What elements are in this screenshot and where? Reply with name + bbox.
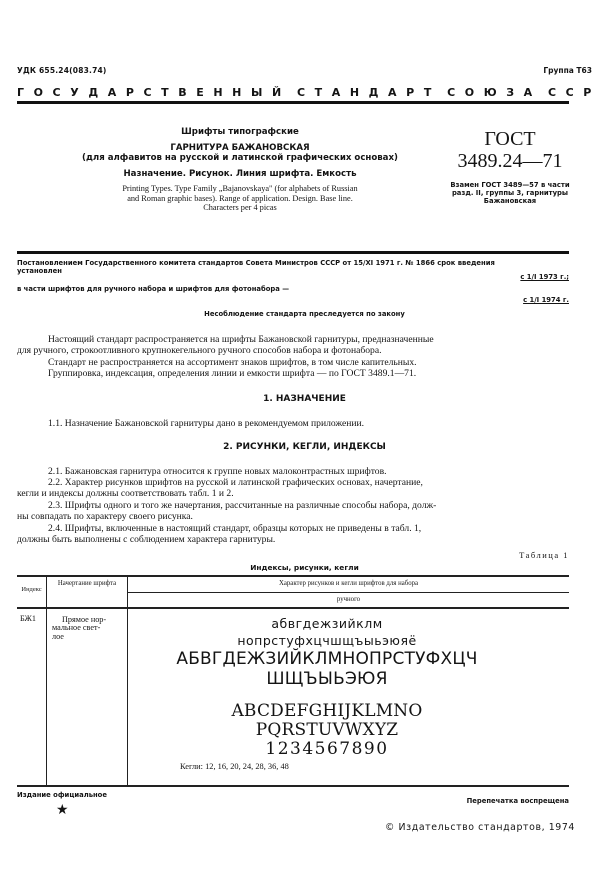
clause-2-3 (17, 500, 569, 522)
banner-word-1: ГОСУДАРСТВЕННЫЙ (17, 86, 291, 99)
intro-p1-line-1: Настоящий стандарт распространяется на шрифты Бажановской гарнитуры, предназначенные (48, 334, 434, 345)
banner-rule (17, 101, 569, 104)
specimen-cyr-lower-2: нопрстуфхцчшщъыьэюяё (237, 633, 417, 648)
enforcement-notice: Несоблюдение стандарта преследуется по закону (204, 310, 405, 318)
intro-p1-line-2: для ручного, строкоотливного крупнокегельного ручного способов набора и фотонабора. (17, 345, 382, 357)
banner-word-3: СОЮЗА (447, 86, 542, 99)
udk-code: УДК 655.24(083.74) (17, 66, 107, 75)
clause-2-2-line-2: кегли и индексы должны соответствовать табл. 1 и 2. (17, 488, 234, 500)
star-icon: ★ (56, 802, 69, 818)
table-title: Индексы, рисунки, кегли (250, 563, 359, 572)
clause-2-2-line-1: 2.2. Характер рисунков шрифтов на русской и латинской графических основах, начертание, (48, 477, 423, 488)
table-cell-index: БЖ1 (20, 614, 36, 623)
table-header-manual: ручного (336, 596, 361, 603)
font-specimen-cyrillic (127, 615, 527, 689)
clause-2-4 (17, 523, 569, 545)
title-line-4: Назначение. Рисунок. Линия шрифта. Емкость (123, 169, 357, 179)
section-1-heading: 1. НАЗНАЧЕНИЕ (263, 394, 346, 404)
title-rule (17, 251, 569, 254)
english-title-1: Printing Types. Type Family „Bajanovskaya" (for alphabets of Russian (122, 184, 358, 193)
title-line-3: (для алфавитов на русской и латинской графических основах) (82, 153, 398, 163)
table-header-index: Индекс (21, 586, 42, 593)
table-header-divider (127, 592, 569, 593)
style-line-3: лое (52, 631, 64, 641)
specimen-cyr-upper-2: ШЩЪЫЬЭЮЯ (266, 669, 388, 689)
gost-replaces-1: Взамен ГОСТ 3489—57 в части (450, 181, 570, 189)
specimen-digits: 1234567890 (265, 739, 389, 759)
table-header-style: Начертание шрифта (57, 580, 117, 587)
table-caption: Таблица 1 (519, 550, 569, 560)
table-cell-style (52, 616, 124, 641)
decree-date-1: с 1/I 1973 г.; (520, 273, 569, 281)
decree-text (17, 259, 569, 275)
intro-paragraph-1 (17, 334, 569, 356)
table-header-character: Характер рисунков и кегли шрифтов для набора (278, 580, 419, 587)
section-1-paragraph: 1.1. Назначение Бажановской гарнитуры дано в рекомендуемом приложении. (48, 418, 365, 429)
clause-2-2 (17, 477, 569, 499)
english-title-2: and Roman graphic bases). Range of application. Design. Base line. (127, 193, 353, 203)
table-cell-sizes: Кегли: 12, 16, 20, 24, 28, 36, 48 (180, 762, 289, 771)
table-top-border (17, 575, 569, 577)
copyright-notice: © Издательство стандартов, 1974 (385, 822, 575, 833)
table-bottom-border (17, 785, 569, 787)
section-2-heading: 2. РИСУНКИ, КЕГЛИ, ИНДЕКСЫ (223, 442, 386, 452)
title-block (70, 127, 410, 213)
gost-replaces-2: разд. II, группы 3, гарнитуры (451, 189, 569, 198)
gost-block (420, 128, 600, 206)
specimen-lat-upper-2: PQRSTUVWXYZ (255, 720, 399, 740)
table-column-divider-1 (46, 576, 47, 786)
group-code: Группа Т63 (543, 66, 592, 75)
decree-line-2: установлен (17, 267, 62, 275)
title-line-2: ГАРНИТУРА БАЖАНОВСКАЯ (170, 143, 310, 153)
specimen-cyr-lower-1: абвгдежзийклм (271, 616, 383, 631)
gost-replaces-3: Бажановская (483, 197, 537, 206)
intro-paragraph-3: Группировка, индексация, определения линии и емкости шрифта — по ГОСТ 3489.1—71. (48, 368, 417, 379)
banner-word-2: СТАНДАРТ (296, 86, 441, 99)
gost-replaces (420, 181, 600, 206)
intro-paragraph-2: Стандарт не распространяется на ассортимент знаков шрифтов, в том числе капительных. (48, 357, 417, 368)
clause-2-1: 2.1. Бажановская гарнитура относится к группе новых малоконтрастных шрифтов. (48, 466, 387, 477)
title-line-1: Шрифты типографские (181, 127, 299, 137)
banner-word-4: ССР (547, 86, 601, 99)
english-title (70, 184, 410, 213)
clause-2-3-line-1: 2.3. Шрифты одного и того же начертания, рассчитанные на различные способы набора, долж- (48, 500, 437, 511)
style-line-2: мальное свет- (52, 623, 101, 633)
state-standard-banner (17, 86, 601, 99)
decree-line-1: Постановлением Государственного комитета стандартов Совета Министров СССР от 15/XI 1971 г. № 1866 срок введения (17, 259, 495, 267)
official-edition-label: Издание официальное (17, 791, 107, 799)
gost-title: ГОСТ (484, 128, 536, 150)
gost-number: 3489.24—71 (457, 150, 563, 172)
table-header-bottom-border (17, 607, 569, 609)
specimen-lat-upper-1: ABCDEFGHIJKLMNO (231, 701, 423, 721)
decree-line-3: в части шрифтов для ручного набора и шрифтов для фотонабора — (17, 285, 290, 293)
english-title-3: Characters per 4 picas (203, 203, 277, 213)
clause-2-4-line-1: 2.4. Шрифты, включенные в настоящий стандарт, образцы которых не приведены в табл. 1, (48, 523, 422, 534)
font-specimen-latin (127, 702, 527, 759)
clause-2-4-line-2: должны быть выполнены с соблюдением характера гарнитуры. (17, 534, 276, 546)
specimen-cyr-upper-1: АБВГДЕЖЗИЙКЛМНОПРСТУФХЦЧ (176, 649, 478, 669)
reprint-prohibited-label: Перепечатка воспрещена (466, 797, 569, 805)
clause-2-3-line-2: ны совпадать по характеру своего рисунка. (17, 511, 193, 523)
style-line-1: Прямое нор- (62, 615, 107, 624)
decree-date-2: с 1/I 1974 г. (523, 296, 569, 304)
